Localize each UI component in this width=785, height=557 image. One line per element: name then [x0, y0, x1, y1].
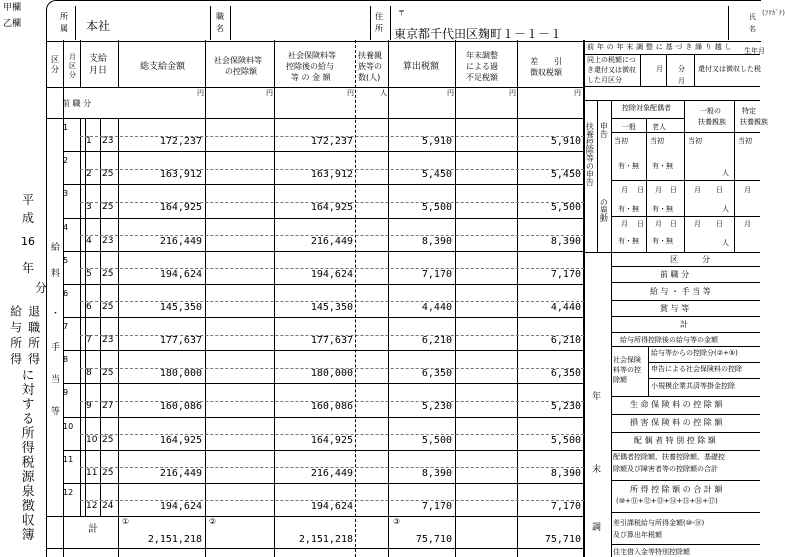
- row-sashihiki-tax: 6,210: [550, 335, 581, 347]
- fuyo-vlabel: 扶養控除等の申告: [585, 122, 595, 186]
- chou-char: 調: [592, 523, 602, 533]
- zennen-title: 前 年 の 年 末 調 整 に 基 づ き 繰 り 越 し: [587, 43, 732, 51]
- row-sanshutsu-tax: 5,910: [421, 136, 452, 147]
- row-sashihiki-tax: 7,170: [550, 500, 581, 512]
- row-shikyu-month: 6: [86, 301, 92, 312]
- kyuryo-label: 給: [51, 243, 61, 253]
- row-month-kubun: 8: [63, 355, 69, 365]
- row-kojogo-amount: 172,237: [310, 136, 353, 147]
- circle-1: ①: [122, 517, 130, 526]
- row-month-kubun: 6: [63, 288, 69, 298]
- row-shikyu-day: 23: [102, 235, 114, 246]
- row-month-kubun: 5: [63, 255, 69, 265]
- row-sanshutsu-tax: 5,500: [421, 434, 452, 446]
- row-shikyu-amount: 216,449: [159, 235, 202, 247]
- address-value: 東京都千代田区麹町１－１－１: [394, 27, 563, 41]
- row-sanshutsu-tax: 8,390: [421, 235, 452, 247]
- col-fuyo: 扶養親: [358, 51, 382, 60]
- row-shikyu-amount: 160,086: [159, 401, 202, 413]
- row-shikyu-month: 10: [86, 434, 98, 445]
- row-sanshutsu-tax: 7,170: [421, 500, 452, 512]
- row-month-kubun: 9: [63, 388, 69, 398]
- row-shikyu-amount: 164,925: [159, 434, 202, 446]
- row-shikyu-day: 25: [102, 368, 114, 379]
- row-sanshutsu-tax: 5,450: [421, 169, 452, 181]
- row-shikyu-amount: 216,449: [159, 467, 202, 479]
- shi-label: 氏: [749, 13, 756, 21]
- col-kojogo: 社会保険料等: [288, 51, 336, 60]
- col-shakai-hoken: 社会保険料等: [214, 56, 262, 65]
- row-month-kubun: 4: [63, 222, 69, 232]
- row-shikyu-day: 25: [102, 434, 114, 445]
- row-shikyu-month: 5: [86, 268, 92, 279]
- matsu-char: 末: [592, 465, 602, 475]
- row-kojogo-amount: 145,350: [310, 301, 353, 313]
- title-taishoku: 退 職 所 得: [26, 305, 41, 365]
- row-sashihiki-tax: 5,500: [550, 434, 581, 446]
- row-shikyu-month: 2: [86, 169, 92, 180]
- row-shikyu-month: 3: [86, 202, 92, 213]
- row-kojogo-amount: 164,925: [310, 202, 353, 214]
- row-month-kubun: 3: [63, 189, 69, 199]
- row-shikyu-day: 25: [102, 467, 114, 478]
- otsu-ran-label: 乙欄: [3, 19, 22, 29]
- nen-char: 年: [22, 261, 35, 275]
- row-shikyu-amount: 194,624: [159, 500, 202, 512]
- row-month-kubun: 10: [63, 421, 74, 431]
- furigana-label: (ﾌﾘｶﾞﾅ): [762, 9, 785, 17]
- row-shikyu-day: 27: [102, 401, 114, 412]
- row-kojogo-amount: 177,637: [310, 335, 353, 347]
- row-kojogo-amount: 164,925: [310, 434, 353, 446]
- row-sashihiki-tax: 5,910: [550, 136, 581, 147]
- haigusha-label: 控除対象配偶者: [622, 104, 671, 112]
- col-tsuki: 月: [69, 53, 76, 61]
- row-shikyu-day: 23: [102, 335, 114, 346]
- row-sashihiki-tax: 4,440: [550, 301, 581, 313]
- row-sanshutsu-tax: 7,170: [421, 268, 452, 280]
- row-shikyu-amount: 145,350: [159, 301, 202, 313]
- row-month-kubun: 11: [63, 454, 74, 464]
- row-kojogo-amount: 160,086: [310, 401, 353, 413]
- row-sanshutsu-tax: 6,350: [421, 368, 452, 380]
- row-shikyu-amount: 164,925: [159, 202, 202, 214]
- row-sashihiki-tax: 5,230: [550, 401, 581, 413]
- row-shikyu-month: 1: [86, 136, 92, 146]
- col-kubun: 区: [51, 55, 59, 64]
- row-shikyu-day: 24: [102, 500, 114, 511]
- sei-char: 成: [22, 211, 35, 225]
- total-net: 75,710: [544, 534, 581, 545]
- total-kojogo: 2,151,218: [298, 534, 353, 545]
- col-nenmatsu: 年末調整: [466, 51, 498, 60]
- kou-ran-label: 甲欄: [3, 3, 22, 13]
- row-month-kubun: 7: [63, 322, 69, 332]
- total-shikyu: 2,151,218: [147, 534, 202, 545]
- shozoku-label: 所: [60, 12, 68, 21]
- row-shikyu-month: 4: [86, 235, 92, 246]
- row-kojogo-amount: 216,449: [310, 467, 353, 479]
- bun-char: 分: [35, 281, 48, 295]
- circle-2: ②: [209, 517, 217, 526]
- total-label: 計: [88, 524, 98, 535]
- jusho-label: 住: [375, 12, 383, 21]
- row-sashihiki-tax: 5,500: [550, 202, 581, 214]
- row-sashihiki-tax: 6,350: [550, 368, 581, 380]
- row-shikyu-day: 23: [102, 136, 114, 146]
- row-shikyu-day: 25: [102, 301, 114, 312]
- row-shikyu-month: 9: [86, 401, 92, 412]
- row-shikyu-amount: 194,624: [159, 268, 202, 280]
- total-tax: 75,710: [415, 534, 452, 545]
- circle-3: ③: [393, 517, 401, 526]
- row-sashihiki-tax: 5,450: [550, 169, 581, 181]
- row-sanshutsu-tax: 5,500: [421, 202, 452, 214]
- nenmatsu-kubun: 区 分: [670, 255, 710, 264]
- row-kojogo-amount: 216,449: [310, 235, 353, 247]
- row-shikyu-day: 25: [102, 169, 114, 180]
- row-shikyu-month: 12: [86, 500, 98, 511]
- row-month-kubun: 2: [63, 156, 69, 166]
- row-shikyu-month: 7: [86, 335, 92, 346]
- heisei-char: 平: [22, 193, 35, 207]
- row-kojogo-amount: 194,624: [310, 500, 353, 512]
- row-sashihiki-tax: 7,170: [550, 268, 581, 280]
- nen-char: 年: [592, 392, 602, 402]
- row-sanshutsu-tax: 4,440: [421, 301, 452, 313]
- row-shikyu-month: 8: [86, 368, 92, 379]
- col-sou-shikyu: 総支給金額: [140, 62, 186, 72]
- row-sanshutsu-tax: 5,230: [421, 401, 452, 413]
- title-kyuyo: 給 与 所 得: [8, 305, 23, 365]
- shoku-label: 職: [216, 12, 224, 21]
- row-shikyu-day: 25: [102, 268, 114, 279]
- zenshoku-label: 前 職 分: [62, 99, 92, 108]
- row-sanshutsu-tax: 6,210: [421, 335, 452, 347]
- row-kojogo-amount: 194,624: [310, 268, 353, 280]
- row-shikyu-amount: 177,637: [159, 335, 202, 347]
- row-shikyu-amount: 172,237: [159, 136, 202, 147]
- col-sanshutsu: 算出税額: [403, 62, 440, 72]
- row-sashihiki-tax: 8,390: [550, 235, 581, 247]
- col-shikyu: 支給: [89, 54, 108, 64]
- row-month-kubun: 1: [63, 123, 69, 132]
- seinen-label: 生年月: [744, 47, 765, 55]
- row-kojogo-amount: 180,000: [310, 368, 353, 380]
- col-sashihiki: 差 引: [530, 57, 562, 66]
- title-main: に対する所得税源泉徴収簿: [18, 368, 34, 542]
- row-shikyu-amount: 180,000: [159, 368, 202, 380]
- row-shikyu-amount: 163,912: [159, 169, 202, 181]
- row-kojogo-amount: 163,912: [310, 169, 353, 181]
- row-shikyu-day: 25: [102, 202, 114, 213]
- row-shikyu-month: 11: [86, 467, 98, 478]
- shozoku-value: 本社: [86, 19, 111, 33]
- row-month-kubun: 12: [63, 487, 74, 497]
- row-sanshutsu-tax: 8,390: [421, 467, 452, 479]
- row-sashihiki-tax: 8,390: [550, 467, 581, 479]
- yubin-mark: 〒: [398, 9, 405, 17]
- year-value: 16: [21, 235, 35, 248]
